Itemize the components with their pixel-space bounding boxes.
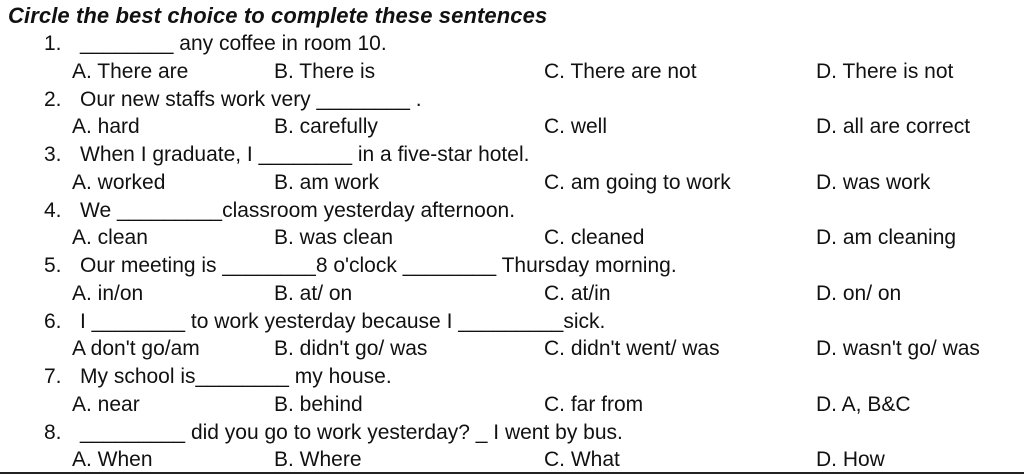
question-number: 6. <box>44 310 62 333</box>
option-b[interactable]: B. didn't go/ was <box>274 337 428 360</box>
question-3 <box>44 142 1004 168</box>
option-b[interactable]: B. behind <box>274 393 363 416</box>
option-d[interactable]: D. wasn't go/ was <box>816 337 980 360</box>
option-b[interactable]: B. at/ on <box>274 282 353 305</box>
question-6 <box>44 309 1004 335</box>
option-a[interactable]: A. near <box>72 393 140 416</box>
option-c[interactable]: C. What <box>544 448 620 471</box>
question-text: I ________ to work yesterday because I _________sick. <box>80 310 606 333</box>
question-number: 5. <box>44 254 62 277</box>
option-b[interactable]: B. Where <box>274 448 362 471</box>
choices-1 <box>72 59 1012 85</box>
option-a[interactable]: A. in/on <box>72 282 144 305</box>
option-d[interactable]: D. was work <box>816 171 931 194</box>
option-c[interactable]: C. There are not <box>544 60 697 83</box>
question-4 <box>44 198 1004 224</box>
choices-4 <box>72 225 1012 251</box>
choices-3 <box>72 170 1012 196</box>
option-c[interactable]: C. am going to work <box>544 171 731 194</box>
option-c[interactable]: C. didn't went/ was <box>544 337 720 360</box>
question-text: _________ did you go to work yesterday? _ I went by bus. <box>80 421 623 444</box>
option-c[interactable]: C. at/in <box>544 282 611 305</box>
option-d[interactable]: D. on/ on <box>816 282 902 305</box>
option-b[interactable]: B. am work <box>274 171 380 194</box>
option-d[interactable]: D. am cleaning <box>816 226 957 249</box>
question-1 <box>44 31 1004 57</box>
question-number: 7. <box>44 365 62 388</box>
choices-2 <box>72 114 1012 140</box>
option-a[interactable]: A. clean <box>72 226 148 249</box>
option-b[interactable]: B. There is <box>274 60 376 83</box>
question-number: 1. <box>44 32 62 55</box>
option-a[interactable]: A. When <box>72 448 153 471</box>
choices-8 <box>72 447 1012 473</box>
question-text: My school is________ my house. <box>80 365 392 388</box>
question-number: 3. <box>44 143 62 166</box>
question-7 <box>44 364 1004 390</box>
question-text: We _________classroom yesterday afternoon. <box>80 199 516 222</box>
option-b[interactable]: B. carefully <box>274 115 378 138</box>
question-number: 8. <box>44 421 62 444</box>
question-2 <box>44 87 1004 113</box>
option-c[interactable]: C. far from <box>544 393 644 416</box>
bottom-divider <box>0 472 1024 474</box>
option-b[interactable]: B. was clean <box>274 226 394 249</box>
question-8 <box>44 420 1004 446</box>
option-a[interactable]: A. hard <box>72 115 140 138</box>
question-text: Our meeting is ________8 o'clock ________ Thursday morning. <box>80 254 677 277</box>
question-number: 2. <box>44 88 62 111</box>
option-c[interactable]: C. cleaned <box>544 226 645 249</box>
choices-7 <box>72 392 1012 418</box>
option-a[interactable]: A. There are <box>72 60 189 83</box>
option-d[interactable]: D. A, B&C <box>816 393 911 416</box>
worksheet-title: Circle the best choice to complete these sentences <box>8 3 548 28</box>
option-d[interactable]: D. There is not <box>816 60 954 83</box>
option-c[interactable]: C. well <box>544 115 608 138</box>
option-a[interactable]: A don't go/am <box>72 337 200 360</box>
question-5 <box>44 253 1004 279</box>
option-a[interactable]: A. worked <box>72 171 166 194</box>
choices-6 <box>72 336 1012 362</box>
question-text: ________ any coffee in room 10. <box>80 32 387 55</box>
choices-5 <box>72 281 1012 307</box>
question-text: When I graduate, I ________ in a five-star hotel. <box>80 143 530 166</box>
option-d[interactable]: D. How <box>816 448 885 471</box>
question-text: Our new staffs work very ________ . <box>80 88 422 111</box>
question-number: 4. <box>44 199 62 222</box>
option-d[interactable]: D. all are correct <box>816 115 971 138</box>
